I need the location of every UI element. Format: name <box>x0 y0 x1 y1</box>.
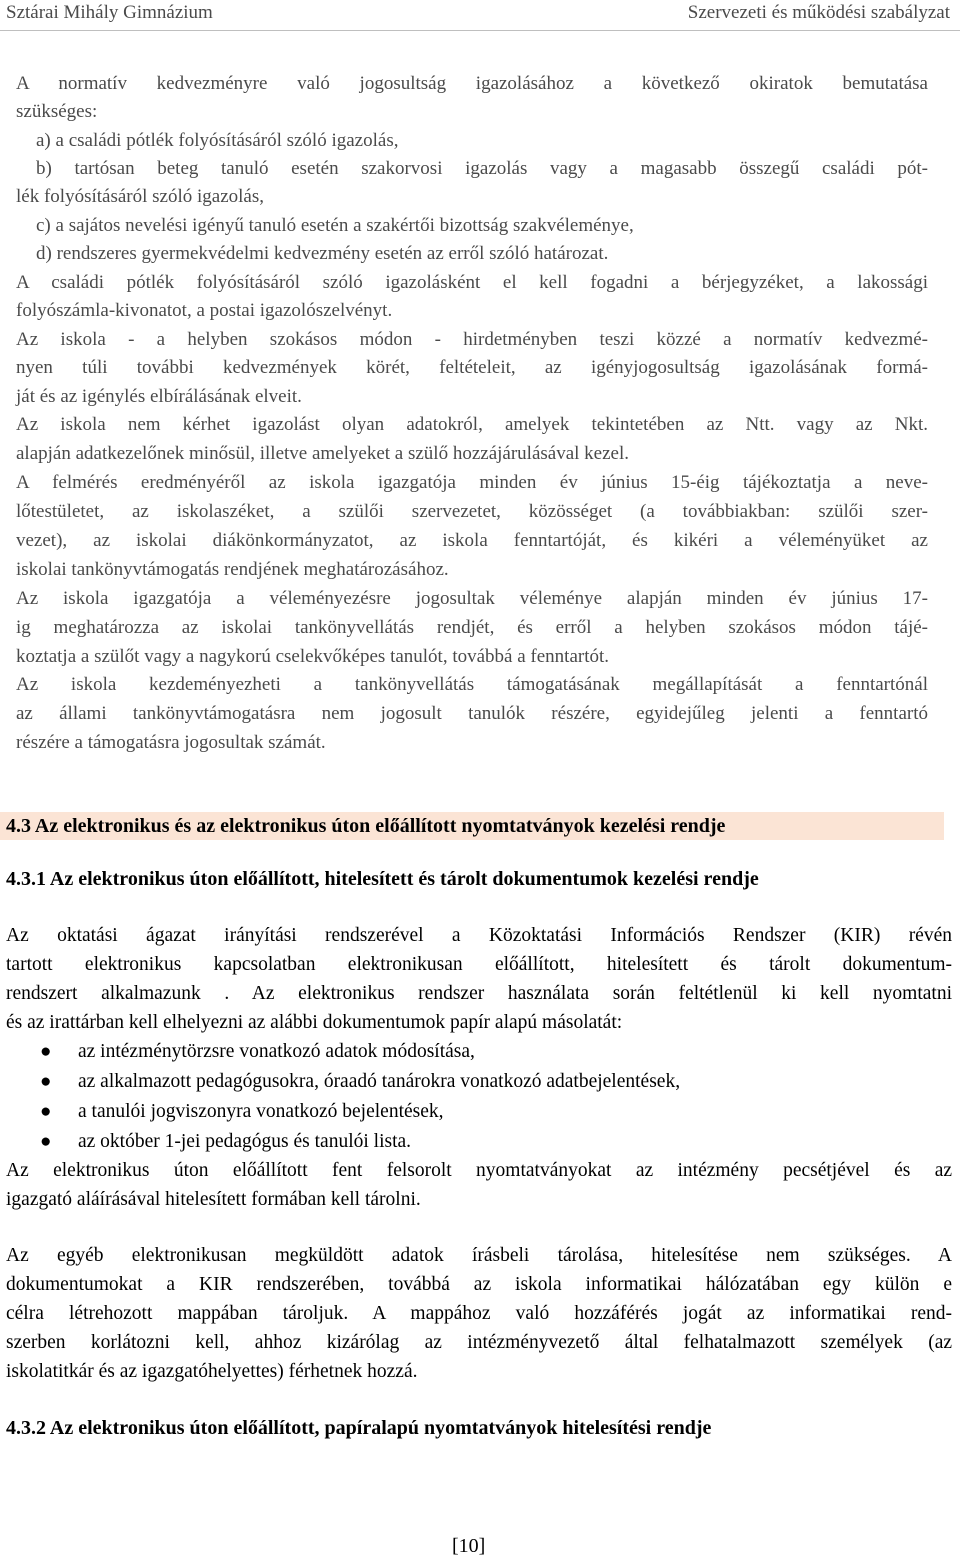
text-line: Az iskola igazgatója a véleményezésre jogosultak véleménye alapján minden év június 17- <box>16 588 928 609</box>
text-line: iskolatitkár és az igazgatóhelyettes) férhetnek hozzá. <box>6 1361 418 1382</box>
text-line: A családi pótlék folyósításáról szóló igazolásként el kell fogadni a bérjegyzéket, a lakossági <box>16 272 928 293</box>
text-line: részére a támogatásra jogosultak számát. <box>16 732 326 753</box>
list-item: az intézménytörzsre vonatkozó adatok módosítása, <box>78 1041 475 1062</box>
page-header <box>0 0 960 31</box>
text-line: folyószámla-kivonatot, a postai igazolószelvényt. <box>16 300 393 321</box>
text-line: szükséges: <box>16 101 98 122</box>
section-heading-4-3-1: 4.3.1 Az elektronikus úton előállított, hitelesített és tárolt dokumentumok kezelési rendje <box>6 868 759 890</box>
text-line: tartott elektronikus kapcsolatban elektronikusan előállított, hitelesített és tárolt dokumentum- <box>6 954 952 975</box>
bullet-icon: ● <box>40 1131 52 1152</box>
list-item-d: d) rendszeres gyermekvédelmi kedvezmény esetén az erről szóló határozat. <box>36 243 609 264</box>
text-line: igazgató aláírásával hitelesített formában kell tárolni. <box>6 1189 421 1210</box>
text-line: rendszert alkalmazunk . Az elektronikus rendszer használata során feltétlenül ki kell nyomtatni <box>6 983 952 1004</box>
text-line: lőtestületet, az iskolaszéket, a szülői szervezetet, közösséget (a továbbiakban: szülői szer- <box>16 501 928 522</box>
text-line: Az iskola kezdeményezheti a tankönyvellátás támogatásának megállapítását a fenntartónál <box>16 674 928 695</box>
text-line: ját és az igénylés elbírálásának elveit. <box>16 386 302 407</box>
list-item-c: c) a sajátos nevelési igényű tanuló esetén a szakértői bizottság szakvéleménye, <box>36 215 634 236</box>
list-item: az alkalmazott pedagógusokra, óraadó tanárokra vonatkozó adatbejelentések, <box>78 1071 681 1092</box>
text-line: A felmérés eredményéről az iskola igazgatója minden év június 15-éig tájékoztatja a neve- <box>16 472 928 493</box>
bullet-icon: ● <box>40 1071 52 1092</box>
text-line: az állami tankönyvtámogatásra nem jogosult tanulók részére, egyidejűleg jelenti a fenntartó <box>16 703 928 724</box>
text-line: koztatja a szülőt vagy a nagykorú cselekvőképes tanulót, továbbá a fenntartót. <box>16 646 610 667</box>
text-line: iskolai tankönyvtámogatás rendjének meghatározásához. <box>16 559 449 580</box>
page-number: [10] <box>452 1535 486 1557</box>
text-line: szerben korlátozni kell, ahhoz kizárólag az intézményvezető által felhatalmazott személyek (az <box>6 1332 952 1353</box>
list-item: az október 1-jei pedagógus és tanulói lista. <box>78 1131 412 1152</box>
bullet-icon: ● <box>40 1041 52 1062</box>
text-line: A normatív kedvezményre való jogosultság igazolásához a következő okiratok bemutatása <box>16 73 928 94</box>
section-heading-4-3-2: 4.3.2 Az elektronikus úton előállított, papíralapú nyomtatványok hitelesítési rendje <box>6 1417 712 1439</box>
text-line: Az iskola - a helyben szokásos módon - hirdetményben teszi közzé a normatív kedvezmé- <box>16 329 928 350</box>
text-line: lék folyósításáról szóló igazolás, <box>16 186 264 207</box>
list-item: a tanulói jogviszonyra vonatkozó bejelentések, <box>78 1101 444 1122</box>
text-line: célra létrehozott mappában tároljuk. A mappához való hozzáférés jogát az informatikai rend- <box>6 1303 952 1324</box>
header-document-title: Szervezeti és működési szabályzat <box>687 2 950 23</box>
text-line: alapján adatkezelőnek minősül, illetve amelyeket a szülő hozzájárulásával kezel. <box>16 443 630 464</box>
text-line: dokumentumokat a KIR rendszerében, továbbá az iskola informatikai hálózatában egy külön e <box>6 1274 952 1295</box>
text-line: ig meghatározza az iskolai tankönyvellátás rendjét, és erről a helyben szokásos módon tájé- <box>16 617 928 638</box>
text-line: nyen túli további kedvezmények körét, feltételeit, az igényjogosultság igazolásának formá- <box>16 357 928 378</box>
bullet-icon: ● <box>40 1101 52 1122</box>
text-line: és az irattárban kell elhelyezni az alábbi dokumentumok papír alapú másolatát: <box>6 1012 623 1033</box>
text-line: Az egyéb elektronikusan megküldött adatok írásbeli tárolása, hitelesítése nem szükséges. A <box>6 1245 952 1266</box>
list-item-b: b) tartósan beteg tanuló esetén szakorvosi igazolás vagy a magasabb összegű családi pót- <box>36 158 928 179</box>
section-heading-4-3: 4.3 Az elektronikus és az elektronikus úton előállított nyomtatványok kezelési rendje <box>6 815 726 837</box>
text-line: vezet), az iskolai diákönkormányzatot, az iskola fenntartóját, és kikéri a véleményüket az <box>16 530 928 551</box>
text-line: Az oktatási ágazat irányítási rendszerével a Közoktatási Információs Rendszer (KIR) révén <box>6 925 952 946</box>
text-line: Az iskola nem kérhet igazolást olyan adatokról, amelyek tekintetében az Ntt. vagy az Nkt. <box>16 414 928 435</box>
header-school-name: Sztárai Mihály Gimnázium <box>6 2 213 23</box>
text-line: Az elektronikus úton előállított fent felsorolt nyomtatványokat az intézmény pecsétjével és az <box>6 1160 952 1181</box>
list-item-a: a) a családi pótlék folyósításáról szóló igazolás, <box>36 130 399 151</box>
